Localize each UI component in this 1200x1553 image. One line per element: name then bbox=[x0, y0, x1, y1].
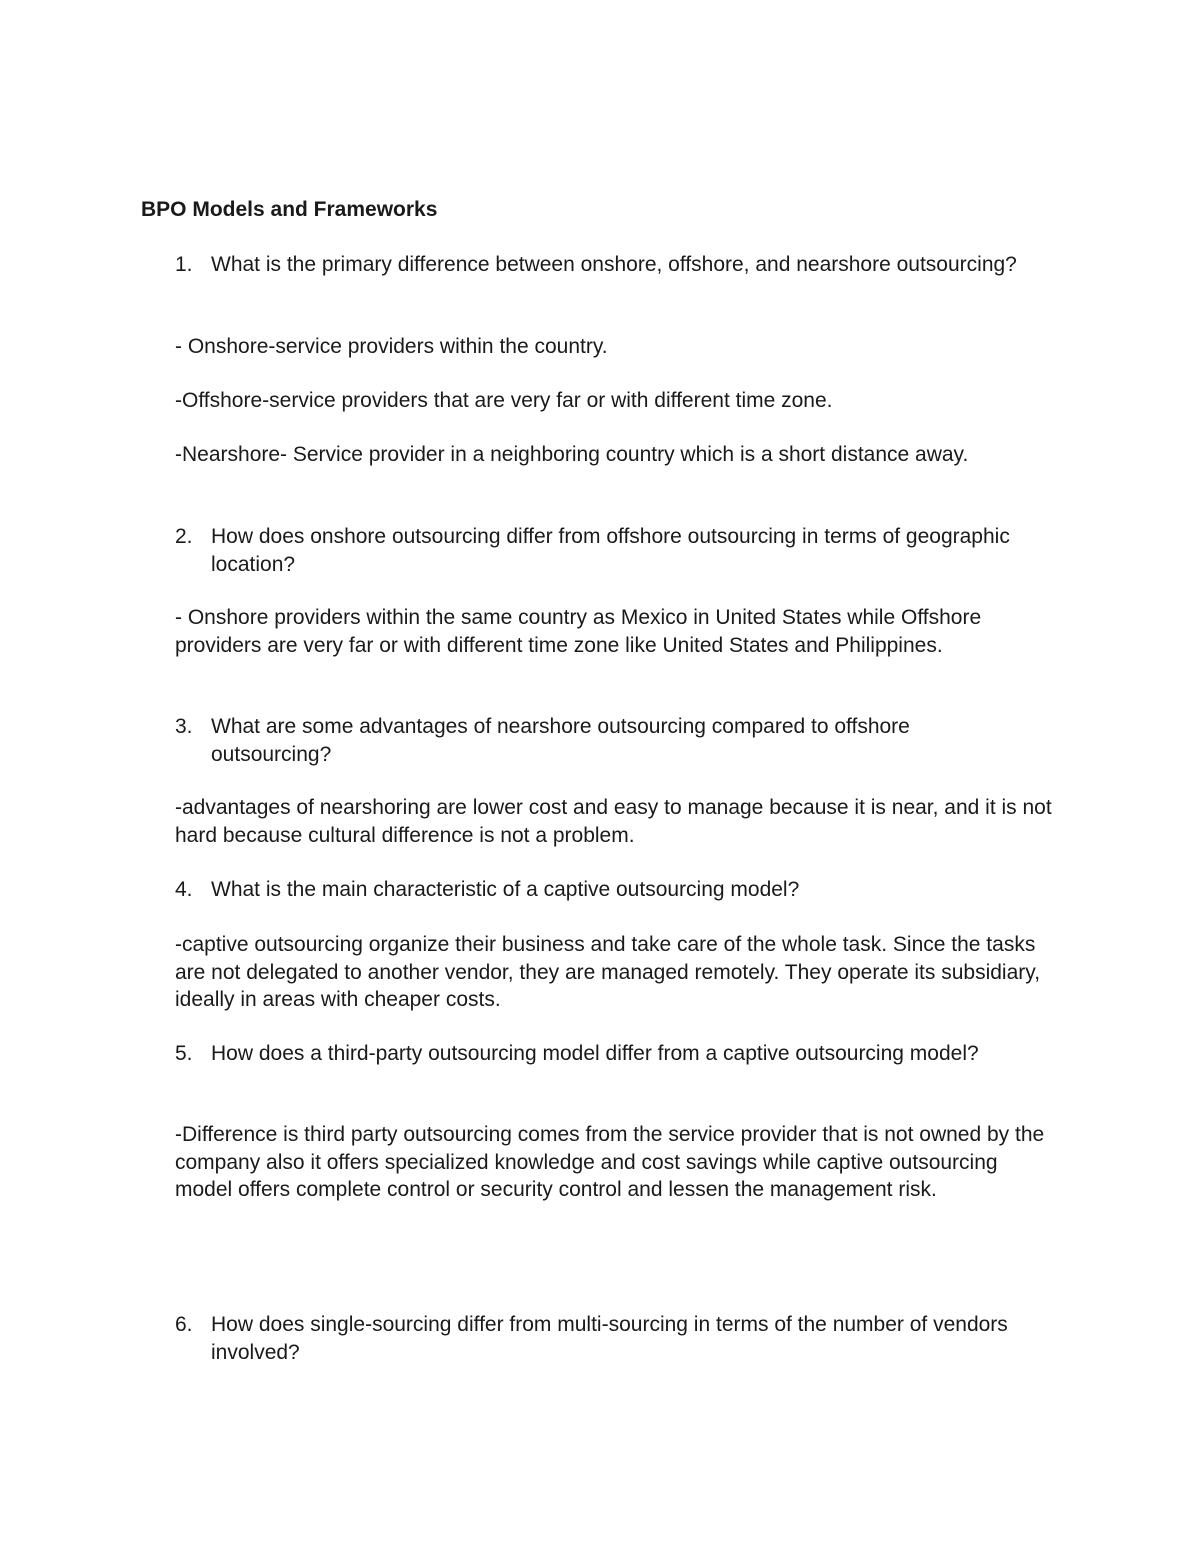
answer-1-onshore: - Onshore-service providers within the country. bbox=[175, 335, 608, 358]
question-text: What is the main characteristic of a captive outsourcing model? bbox=[211, 878, 800, 901]
question-number: 1. bbox=[175, 253, 193, 276]
question-6 bbox=[175, 1311, 1035, 1366]
question-text: What are some advantages of nearshore outsourcing compared to offshore outsourcing? bbox=[211, 715, 910, 766]
answer-1-nearshore: -Nearshore- Service provider in a neighboring country which is a short distance away. bbox=[175, 443, 969, 466]
question-number: 4. bbox=[175, 878, 193, 901]
question-2 bbox=[175, 523, 1035, 578]
question-number: 3. bbox=[175, 715, 193, 738]
question-number: 5. bbox=[175, 1042, 193, 1065]
document-title: BPO Models and Frameworks bbox=[141, 198, 438, 221]
question-text: What is the primary difference between onshore, offshore, and nearshore outsourcing? bbox=[211, 253, 1017, 276]
question-text: How does single-sourcing differ from multi-sourcing in terms of the number of vendors involved? bbox=[211, 1313, 1008, 1364]
question-text: How does a third-party outsourcing model differ from a captive outsourcing model? bbox=[211, 1042, 979, 1065]
question-1 bbox=[175, 251, 1035, 279]
answer-5: -Difference is third party outsourcing comes from the service provider that is not owned by the company also it offers specialized knowledge and cost savings while captive outsourcing model offers complete control or security control and lessen the management risk. bbox=[175, 1123, 1045, 1201]
answer-2: - Onshore providers within the same country as Mexico in United States while Offshore providers are very far or with different time zone like United States and Philippines. bbox=[175, 606, 982, 657]
question-3 bbox=[175, 713, 1035, 768]
question-number: 2. bbox=[175, 525, 193, 548]
answer-3: -advantages of nearshoring are lower cost and easy to manage because it is near, and it is not hard because cultural difference is not a problem. bbox=[175, 796, 1052, 847]
question-text: How does onshore outsourcing differ from offshore outsourcing in terms of geographic location? bbox=[211, 525, 1010, 576]
answer-4: -captive outsourcing organize their business and take care of the whole task. Since the tasks are not delegated to another vendor, they are managed remotely. They operate its subsidiary, ideally in areas with cheaper costs. bbox=[175, 933, 1041, 1011]
question-4 bbox=[175, 876, 1035, 904]
answer-1-offshore: -Offshore-service providers that are very far or with different time zone. bbox=[175, 389, 833, 412]
question-number: 6. bbox=[175, 1313, 193, 1336]
question-5 bbox=[175, 1040, 1035, 1068]
